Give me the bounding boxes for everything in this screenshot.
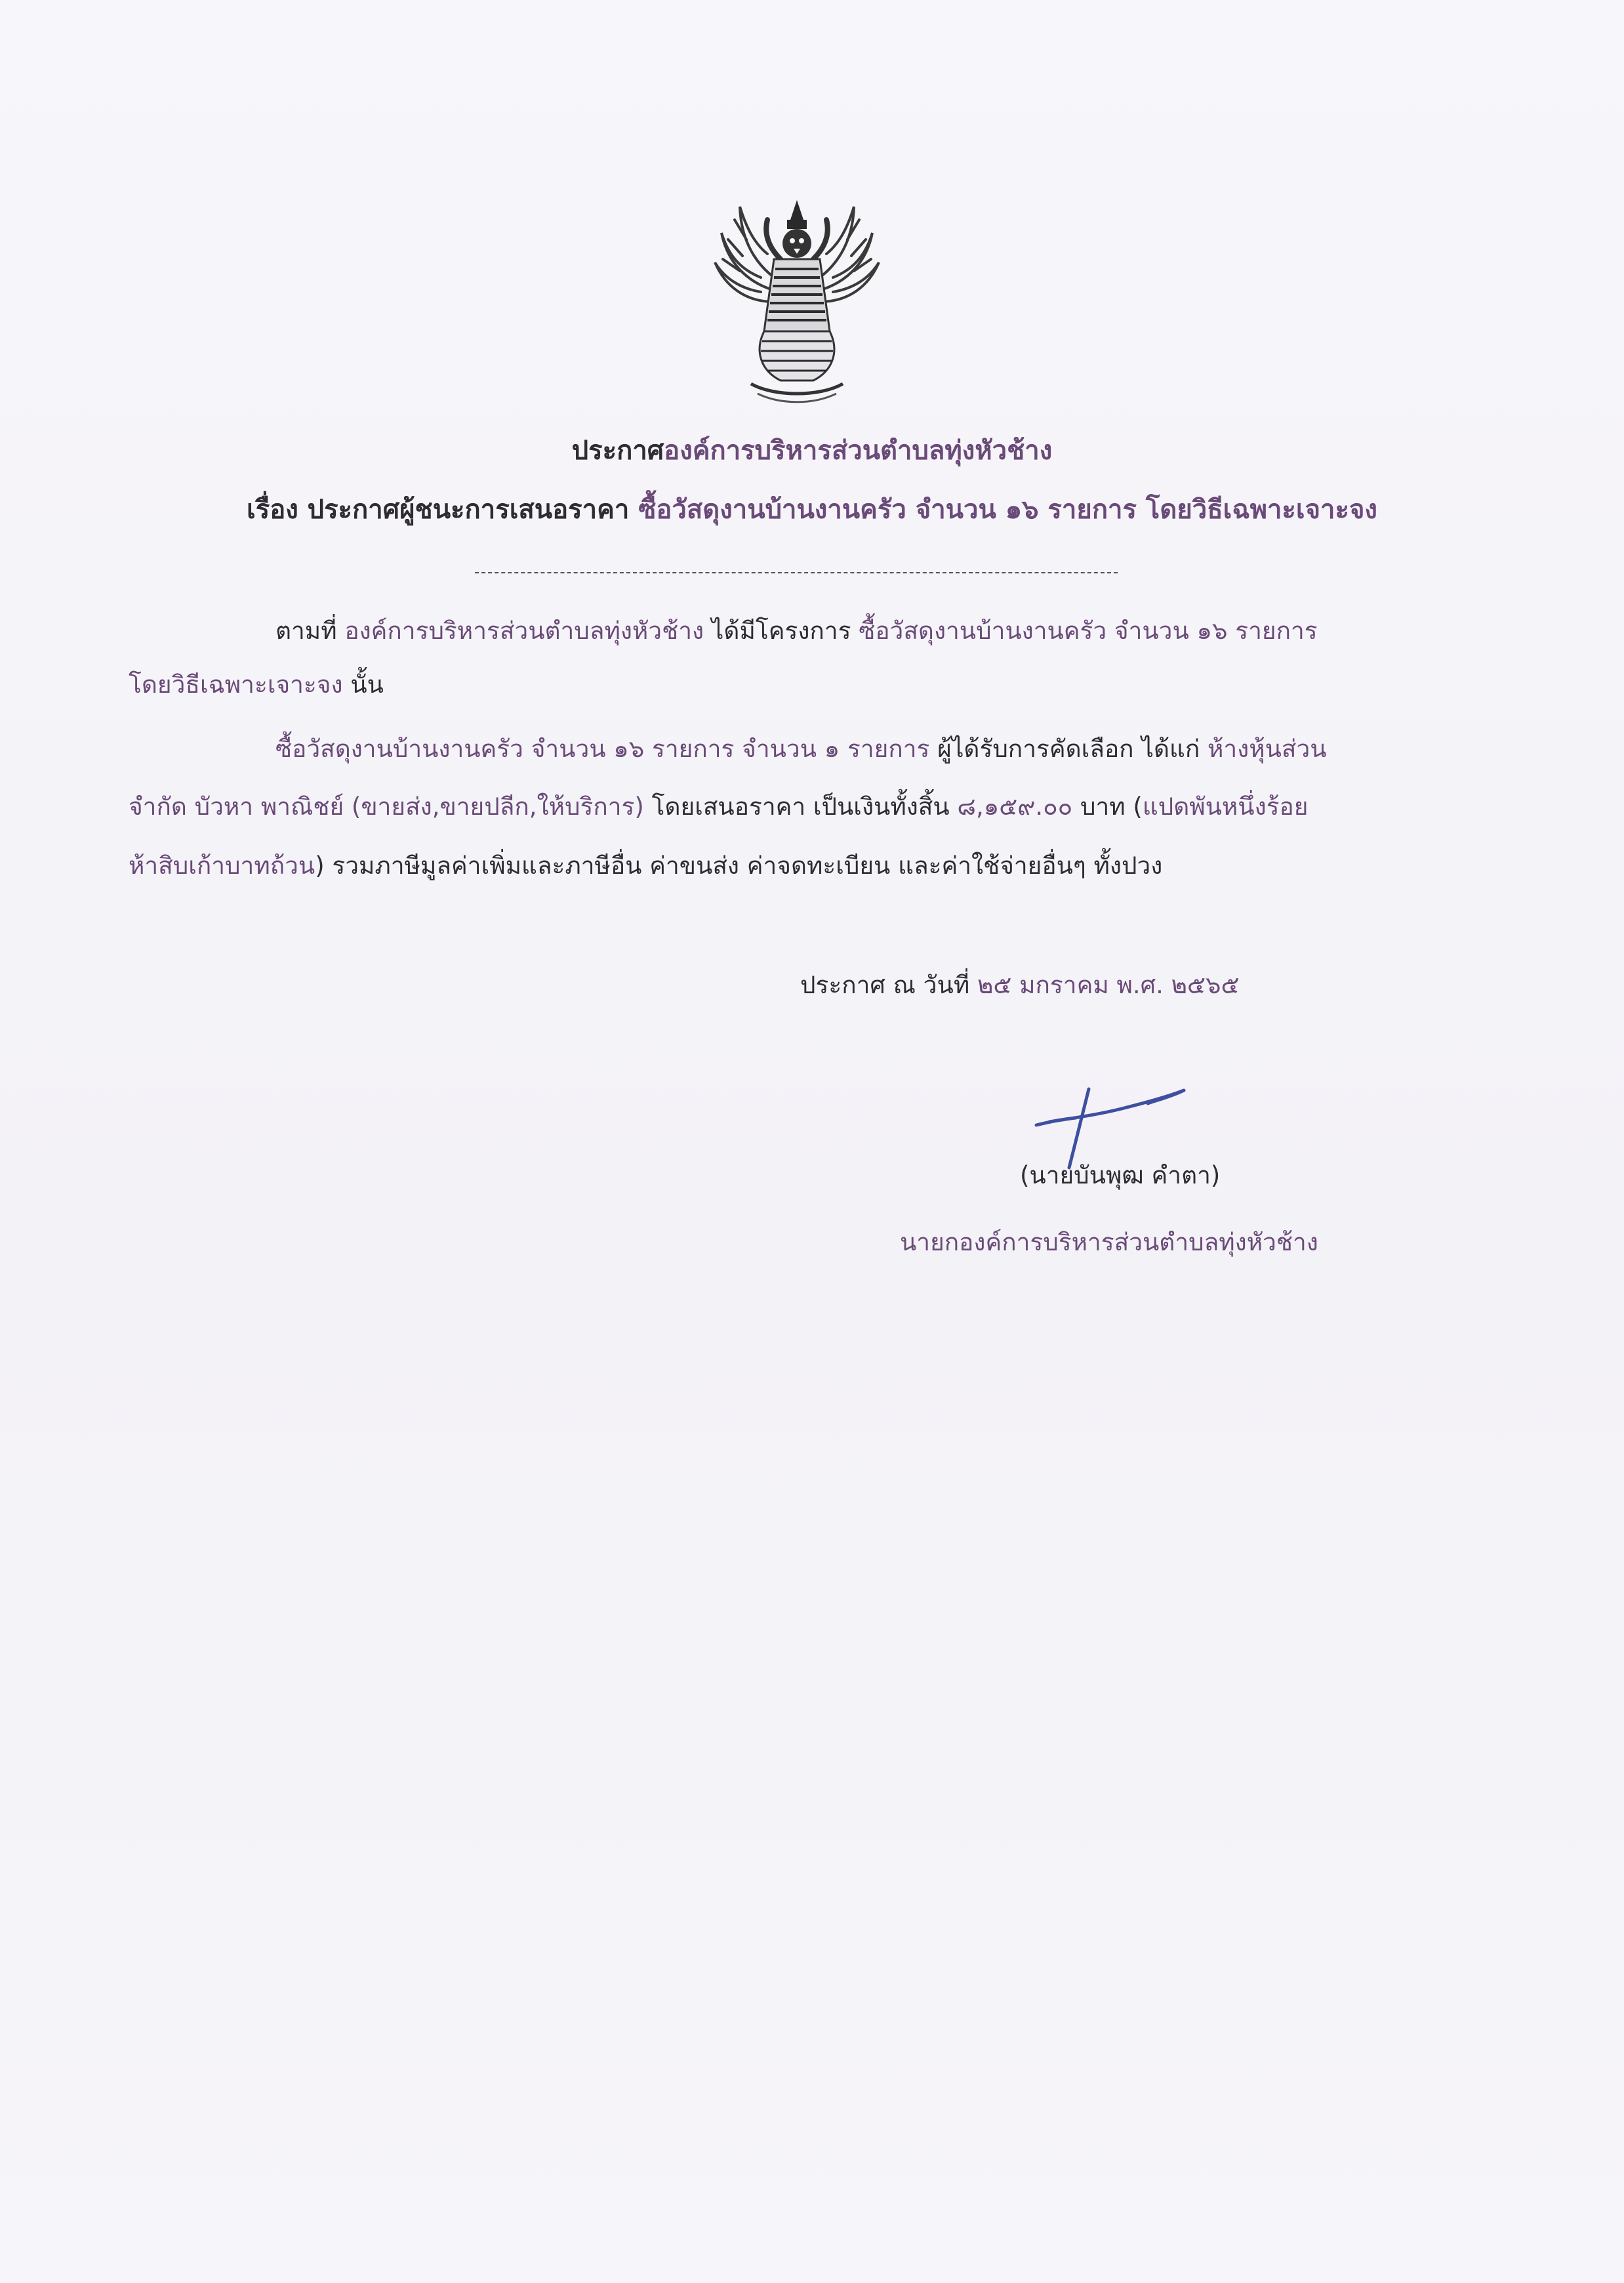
p1-method: โดยวิธีเฉพาะเจาะจง — [129, 670, 343, 699]
paragraph-1-line-1 — [275, 611, 1318, 651]
p2-vendor-part1: ห้างหุ้นส่วน — [1208, 735, 1327, 763]
announcer-prefix: ประกาศ — [571, 436, 664, 466]
paragraph-2-line-3 — [129, 846, 1162, 886]
p1-intro: ตามที่ — [275, 617, 345, 645]
p2-amount-words-part2: ห้าสิบเก้าบาทถ้วน — [129, 852, 315, 880]
p1-end: นั้น — [342, 670, 384, 699]
p2-offer: โดยเสนอราคา เป็นเงินทั้งสิ้น — [643, 792, 958, 821]
p1-project: ซื้อวัสดุงานบ้านงานครัว จำนวน ๑๖ รายการ — [859, 617, 1318, 645]
date-prefix: ประกาศ ณ วันที่ — [800, 971, 977, 999]
signer-name: (นายบันพุฒ คำตา) — [1020, 1161, 1221, 1189]
p1-middle: ได้มีโครงการ — [704, 617, 859, 645]
p2-item: ซื้อวัสดุงานบ้านงานครัว จำนวน ๑๖ รายการ จำนวน ๑ รายการ — [275, 735, 930, 763]
p2-selected: ผู้ได้รับการคัดเลือก ได้แก่ — [929, 735, 1208, 763]
p2-baht: บาท ( — [1072, 792, 1143, 821]
dashed-divider — [475, 572, 1118, 573]
p2-tail: ) รวมภาษีมูลค่าเพิ่มและภาษีอื่น ค่าขนส่ง ค่าจดทะเบียน และค่าใช้จ่ายอื่นๆ ทั้งปวง — [315, 852, 1163, 880]
announcement-date — [800, 966, 1240, 1005]
p2-amount-words-part1: แปดพันหนึ่งร้อย — [1142, 792, 1309, 821]
announcement-subject — [0, 487, 1624, 533]
paragraph-2-line-2 — [129, 787, 1308, 827]
subject-prefix: เรื่อง ประกาศผู้ชนะการเสนอราคา — [247, 495, 639, 525]
garuda-emblem-icon — [689, 194, 905, 410]
paragraph-1-line-2 — [129, 665, 384, 705]
p2-vendor-part2: จำกัด บัวหา พาณิชย์ (ขายส่ง,ขายปลีก,ให้บริการ) — [129, 792, 644, 821]
signer-position: นายกองค์การบริหารส่วนตำบลทุ่งหัวช้าง — [900, 1228, 1318, 1256]
announcement-title — [0, 428, 1624, 474]
paragraph-2-line-1 — [275, 730, 1327, 769]
date-value: ๒๕ มกราคม พ.ศ. ๒๕๖๕ — [977, 971, 1240, 999]
p2-amount: ๘,๑๕๙.๐๐ — [957, 792, 1073, 821]
subject-project: ซื้อวัสดุงานบ้านงานครัว จำนวน ๑๖ รายการ โดยวิธีเฉพาะเจาะจง — [638, 495, 1377, 525]
announcer-org: องค์การบริหารส่วนตำบลทุ่งหัวช้าง — [664, 436, 1053, 466]
p1-org: องค์การบริหารส่วนตำบลทุ่งหัวช้าง — [344, 617, 704, 645]
